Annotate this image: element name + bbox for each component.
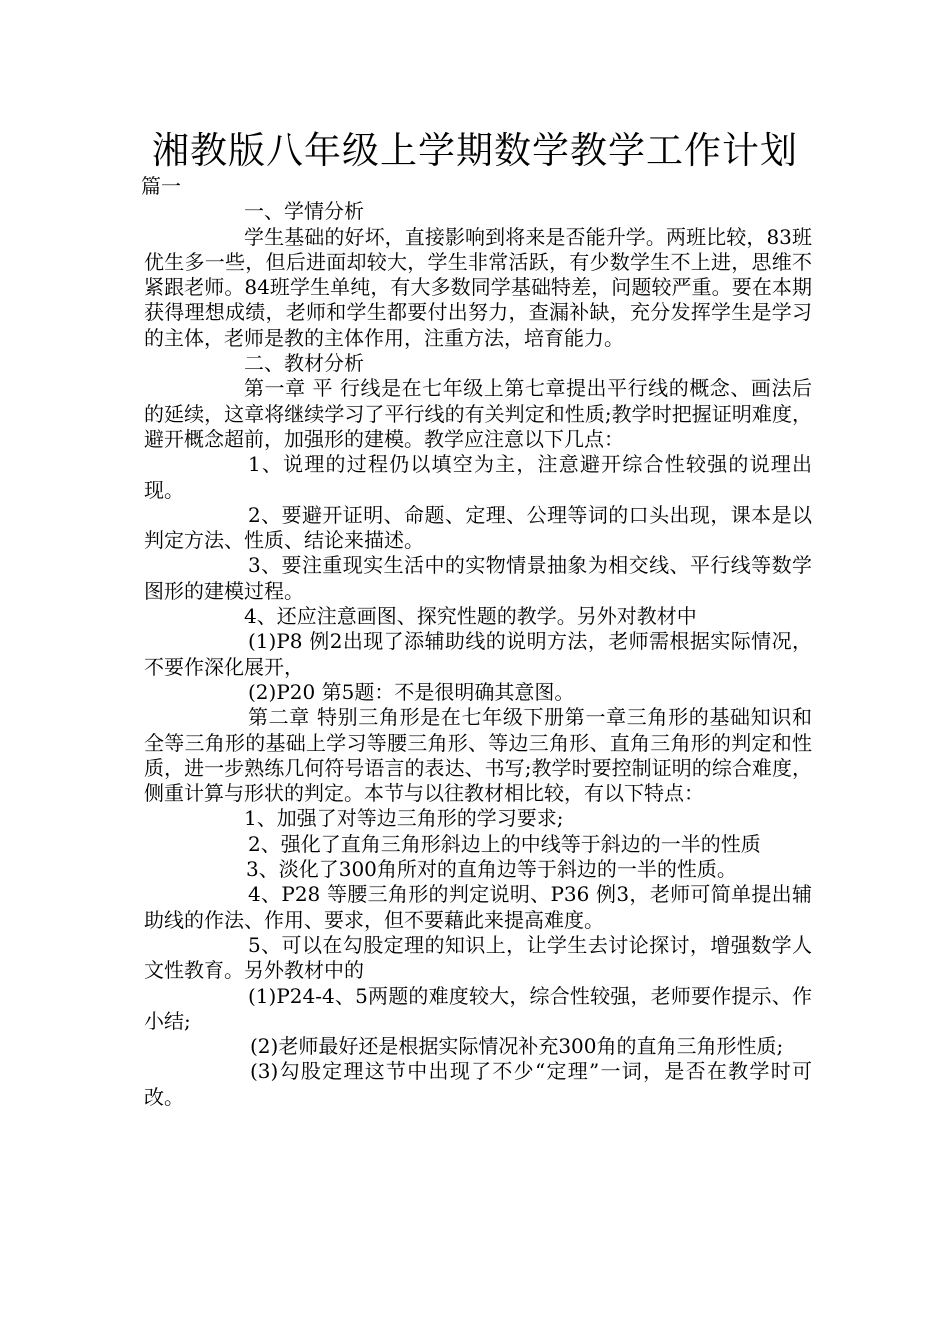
list-item-chapter-one-4: 4、还应注意画图、探究性题的教学。另外对教材中 (244, 604, 697, 629)
list-item-chapter-one-1: 1、说理的过程仍以填空为主，注意避开综合性较强的说理出现。 (144, 452, 812, 502)
paragraph-student-analysis: 学生基础的好坏，直接影响到将来是否能升学。两班比较，83班优生多一些，但后进面却较大，学生非常活跃，有少数学生不上进，思维不紧跟老师。84班学生单纯，有大多数同学基础特差，问题较严重。要在本期获得理想成绩，老师和学生都要付出努力，查漏补缺，充分发挥学生是学习的主体，老师是教的主体作用，注重方法，培育能力。 (144, 224, 812, 350)
list-item-chapter-two-3: 3、淡化了300角所对的直角边等于斜边的一半的性质。 (246, 857, 737, 882)
sub-item-chapter-two-2: (2)老师最好还是根据实际情况补充300角的直角三角形性质; (250, 1034, 784, 1059)
paragraph-chapter-two: 第二章 特别三角形是在七年级下册第一章三角形的基础知识和全等三角形的基础上学习等腰三角形、等边三角形、直角三角形的判定和性质，进一步熟练几何符号语言的表达、书写;教学时要控制证明的综合难度，侧重计算与形状的判定。本节与以往教材相比较，有以下特点： (144, 705, 812, 806)
document-title: 湘教版八年级上学期数学教学工作计划 (152, 129, 798, 172)
list-item-chapter-two-2: 2、强化了直角三角形斜边上的中线等于斜边的一半的性质 (248, 831, 761, 856)
list-item-chapter-one-2: 2、要避开证明、命题、定理、公理等词的口头出现，课本是以判定方法、性质、结论来描述。 (144, 502, 812, 553)
sub-item-chapter-one-2: (2)P20 第5题：不是很明确其意图。 (248, 679, 575, 704)
list-item-chapter-two-5: 5、可以在勾股定理的知识上，让学生去讨论探讨，增强数学人文性教育。另外教材中的 (144, 932, 812, 983)
document-body (141, 174, 812, 1110)
list-item-chapter-one-3: 3、要注重现实生活中的实物情景抽象为相交线、平行线等数学图形的建模过程。 (144, 553, 812, 603)
heading-textbook-analysis: 二、教材分析 (244, 351, 364, 376)
paragraph-chapter-one: 第一章 平 行线是在七年级上第七章提出平行线的概念、画法后的延续，这章将继续学习了平行线的有关判定和性质;教学时把握证明难度，避开概念超前，加强形的建模。教学应注意以下几点： (144, 376, 812, 451)
sub-item-chapter-two-3: (3)勾股定理这节中出现了不少“定理”一词，是否在教学时可改。 (144, 1059, 812, 1109)
list-item-chapter-two-4: 4、P28 等腰三角形的判定说明、P36 例3，老师可简单提出辅助线的作法、作用、要求，但不要藉此来提高难度。 (144, 882, 812, 932)
section-label: 篇一 (141, 174, 181, 198)
heading-student-analysis: 一、学情分析 (244, 199, 364, 224)
sub-item-chapter-two-1: (1)P24-4、5两题的难度较大，综合性较强，老师要作提示、作小结; (144, 983, 812, 1033)
list-item-chapter-two-1: 1、加强了对等边三角形的学习要求; (244, 806, 564, 831)
sub-item-chapter-one-1: (1)P8 例2出现了添辅助线的说明方法，老师需根据实际情况，不要作深化展开， (144, 629, 812, 679)
